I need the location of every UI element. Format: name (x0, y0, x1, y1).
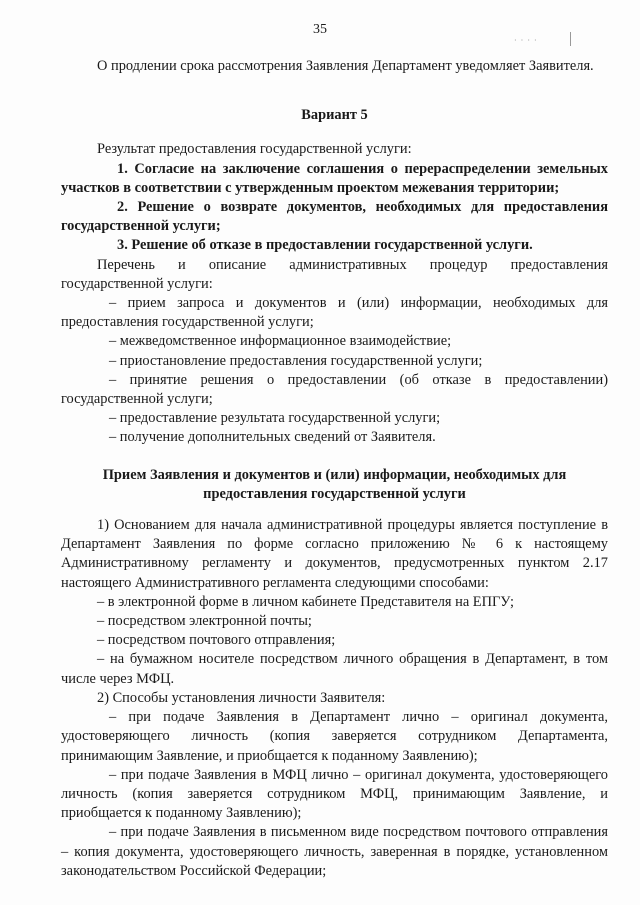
scan-marks: · · · · (514, 36, 538, 45)
procedure-item: – принятие решения о предоставлении (об отказе в предоставлении) государственной услуги; (61, 371, 608, 408)
method-item: – на бумажном носителе посредством личного обращения в Департамент, в том числе через МФЦ. (61, 651, 608, 687)
procedure-item: – прием запроса и документов и (или) информации, необходимых для предоставления государственной услуги; (61, 295, 608, 331)
result-item: 1. Согласие на заключение соглашения о перераспределении земельных участков в соответствии с утвержденным проектом межевания территории; (61, 160, 608, 196)
method-item: – в электронной форме в личном кабинете Представителя на ЕПГУ; (97, 593, 514, 610)
procedures-label: Перечень и описание административных процедур предоставления государственной услуги: (61, 256, 608, 292)
paragraph-1: 1) Основанием для начала административной процедуры является поступление в Департамент Заявления по форме согласно приложению № 6 к настоящему Административному регламенту и документов, предусмотренных пунктом 2.17 настоящего Административного регламента следующими способами: (61, 517, 608, 591)
intro-paragraph: О продлении срока рассмотрения Заявления Департамент уведомляет Заявителя. (97, 58, 594, 74)
section-title-line: Прием Заявления и документов и (или) информации, необходимых для (102, 466, 567, 483)
procedure-item: – межведомственное информационное взаимодействие; (109, 333, 452, 350)
result-item: 3. Решение об отказе в предоставлении государственной услуги. (117, 237, 533, 254)
identity-item: – при подаче Заявления в Департамент лично – оригинал документа, удостоверяющего личность (копия заверяется сотрудником Департамента, принимающим Заявление, и приобщается к поданному Заявлению); (61, 709, 608, 764)
result-label: Результат предоставления государственной услуги: (97, 141, 412, 158)
method-item: – посредством электронной почты; (97, 613, 312, 630)
identity-item: – при подаче Заявления в МФЦ лично – оригинал документа, удостоверяющего личность (копия заверяется сотрудником МФЦ, принимающим Заявление, и приобщается к поданному Заявлению); (61, 766, 608, 822)
procedure-item: – приостановление предоставления государственной услуги; (109, 352, 483, 369)
document-body (61, 57, 608, 881)
section-title-line: предоставления государственной услуги (203, 485, 466, 502)
method-item: – посредством почтового отправления; (97, 632, 336, 649)
page-number: 35 (313, 22, 327, 37)
variant-title: Вариант 5 (301, 107, 368, 124)
section-title (61, 466, 608, 504)
identity-item: – при подаче Заявления в письменном виде посредством почтового отправления – копия документа, удостоверяющего личность, заверенная в порядке, установленном законодательством Российской Федерации; (61, 824, 608, 879)
procedure-item: – получение дополнительных сведений от Заявителя. (109, 429, 436, 446)
procedure-item: – предоставление результата государственной услуги; (109, 410, 441, 427)
paragraph-2: 2) Способы установления личности Заявителя: (97, 689, 386, 706)
result-item: 2. Решение о возврате документов, необходимых для предоставления государственной услуги; (61, 199, 608, 235)
